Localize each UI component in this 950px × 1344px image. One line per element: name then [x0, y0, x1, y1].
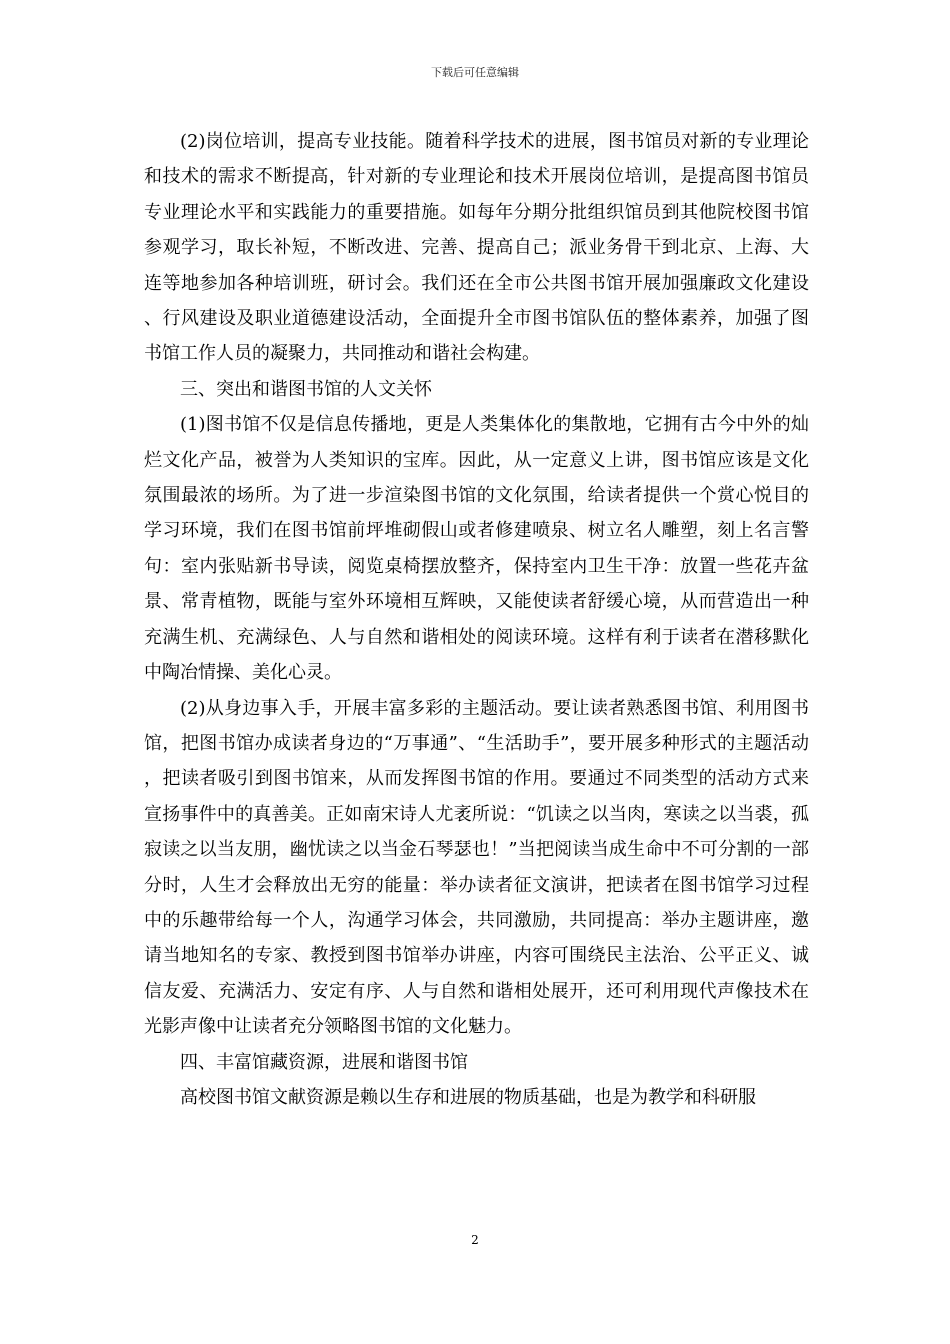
paragraph-job-training: (2)岗位培训，提高专业技能。随着科学技术的进展，图书馆员对新的专业理论和技术的需求不断提高，针对新的专业理论和技术开展岗位培训，是提高图书馆员专业理论水平和实践能力的重要措施。如每年分期分批组织馆员到其他院校图书馆参观学习，取长补短，不断改进、完善、提高自己；派业务骨干到北京、上海、大连等地参加各种培训班，研讨会。我们还在全市公共图书馆开展加强廉政文化建设、行风建设及职业道德建设活动，全面提升全市图书馆队伍的整体素养，加强了图书馆工作人员的凝聚力，共同推动和谐社会构建。: [144, 131, 809, 365]
paragraph-cultural-atmosphere: (1)图书馆不仅是信息传播地，更是人类集体化的集散地，它拥有古今中外的灿烂文化产品，被誉为人类知识的宝库。因此，从一定意义上讲，图书馆应该是文化氛围最浓的场所。为了进一步渲染图书馆的文化氛围，给读者提供一个赏心悦目的学习环境，我们在图书馆前坪堆砌假山或者修建喷泉、树立名人雕塑，刻上名言警句：室内张贴新书导读，阅览桌椅摆放整齐，保持室内卫生干净：放置一些花卉盆景、常青植物，既能与室外环境相互辉映，又能使读者舒缓心境，从而营造出一种充满生机、充满绿色、人与自然和谐相处的阅读环境。这样有利于读者在潜移默化中陶冶情操、美化心灵。: [144, 414, 809, 684]
paragraph-themed-activities: (2)从身边事入手，开展丰富多彩的主题活动。要让读者熟悉图书馆、利用图书馆，把图书馆办成读者身边的“万事通”、“生活助手”，要开展多种形式的主题活动，把读者吸引到图书馆来，从而发挥图书馆的作用。要通过不同类型的活动方式来宣扬事件中的真善美。正如南宋诗人尤袤所说：“饥读之以当肉，寒读之以当裘，孤寂读之以当友朋，幽忧读之以当金石琴瑟也！”当把阅读当成生命中不可分割的一部分时，人生才会释放出无穷的能量：举办读者征文演讲，把读者在图书馆学习过程中的乐趣带给每一个人，沟通学习体会，共同激励，共同提高：举办主题讲座，邀请当地知名的专家、教授到图书馆举办讲座，内容可围绕民主法治、公平正义、诚信友爱、充满活力、安定有序、人与自然和谐相处展开，还可利用现代声像技术在光影声像中让读者充分领略图书馆的文化魅力。: [144, 697, 809, 1038]
document-body: [144, 124, 809, 1115]
section-heading-collection-resources: 四、丰富馆藏资源，进展和谐图书馆: [180, 1051, 468, 1073]
section-heading-humanistic-care: 三、突出和谐图书馆的人文关怀: [180, 378, 432, 400]
paragraph-literature-resources: 高校图书馆文献资源是赖以生存和进展的物质基础，也是为教学和科研服: [180, 1086, 756, 1108]
page-number: 2: [471, 1233, 479, 1247]
page-header: 下载后可任意编辑: [431, 66, 519, 79]
